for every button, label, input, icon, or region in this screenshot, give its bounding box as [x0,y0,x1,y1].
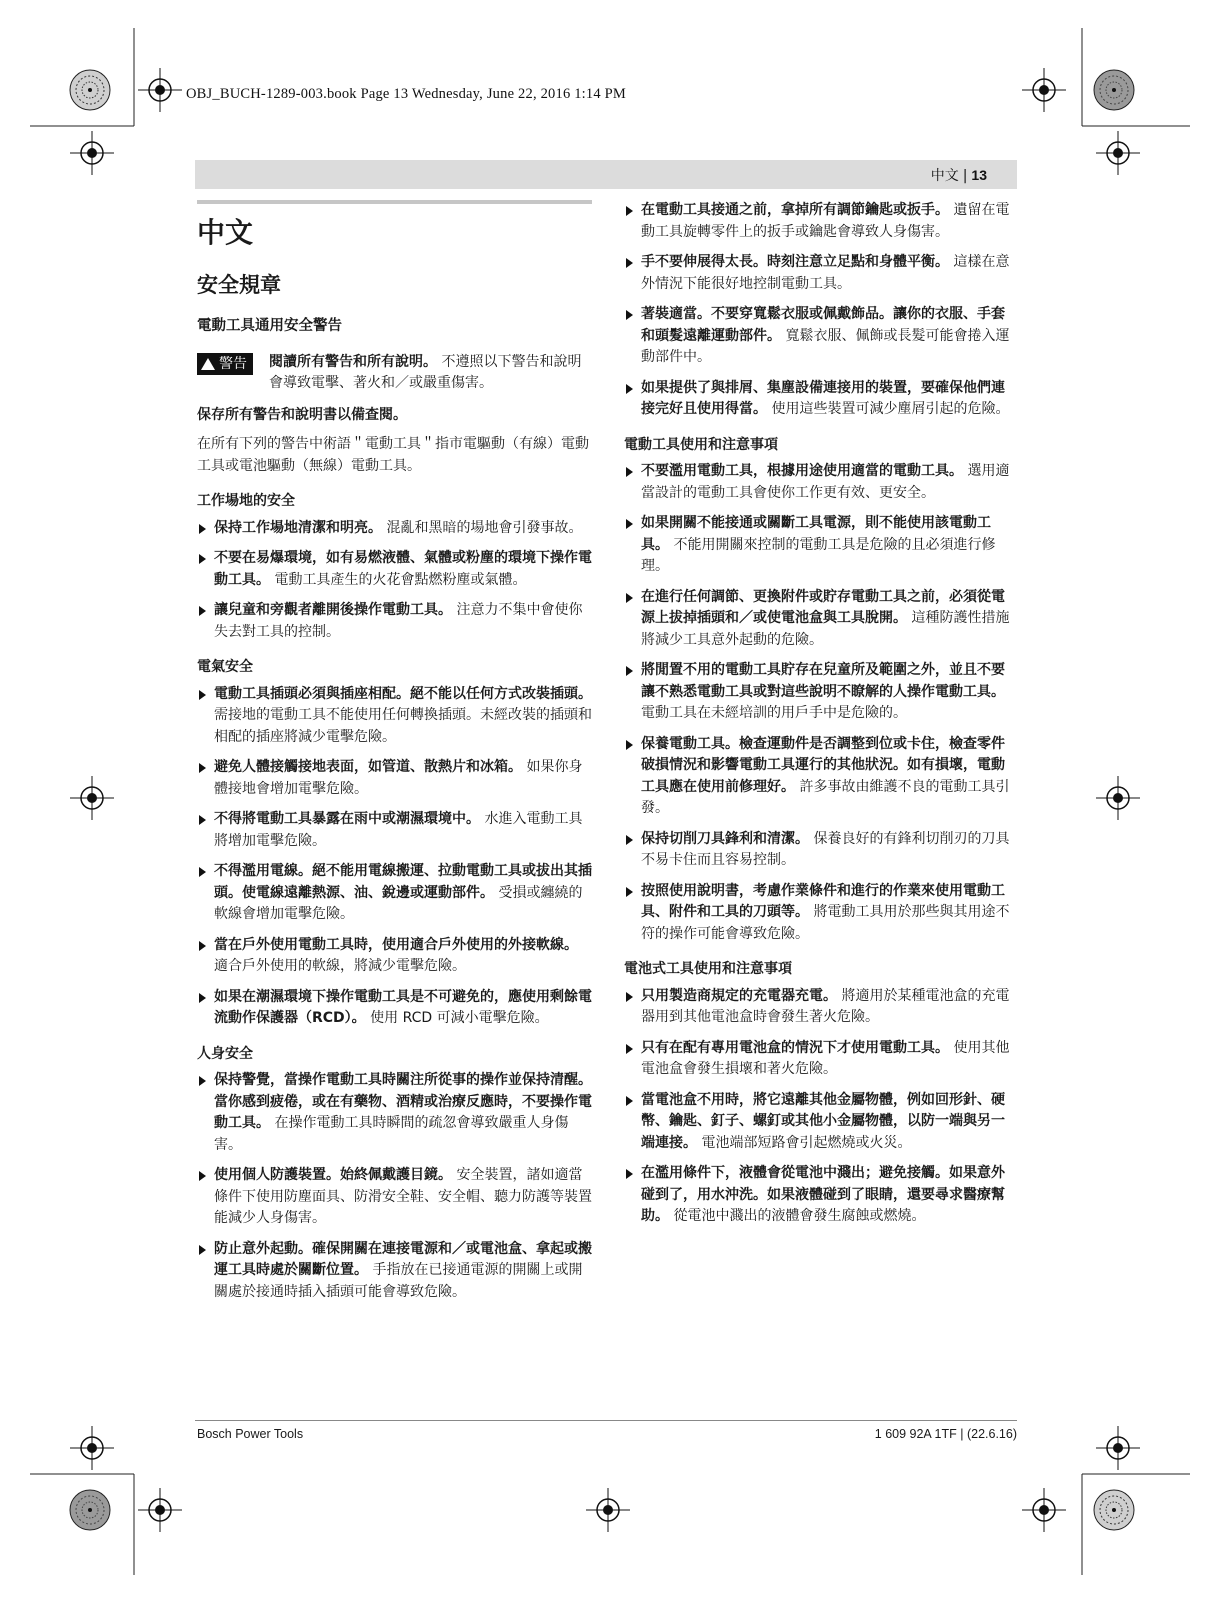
list-item: 在濫用條件下，液體會從電池中濺出；避免接觸。如果意外碰到了，用水沖洗。如果液體碰到了眼睛，還要尋求醫療幫助。 從電池中濺出的液體會發生腐蝕或燃燒。 [624,1163,1017,1228]
list-item: 不要在易爆環境，如有易燃液體、氣體或粉塵的環境下操作電動工具。 電動工具產生的火花會點燃粉塵或氣體。 [197,548,592,591]
list-item: 當在戶外使用電動工具時，使用適合戶外使用的外接軟線。 適合戶外使用的軟線，將減少電擊危險。 [197,935,592,978]
save-instructions: 保存所有警告和說明書以備查閱。 [197,406,407,423]
section-title: 安全規章 [197,273,281,297]
list-item: 不要濫用電動工具，根據用途使用適當的電動工具。 選用適當設計的電動工具會使你工作更有效、更安全。 [624,461,1017,504]
list-item: 如果在潮濕環境下操作電動工具是不可避免的，應使用剩餘電流動作保護器（RCD）。 使用 RCD 可減小電擊危險。 [197,987,592,1030]
header-language: 中文 [930,168,959,184]
general-heading: 電動工具通用安全警告 [197,318,342,334]
list-item: 只用製造商規定的充電器充電。 將適用於某種電池盒的充電器用到其他電池盒時會發生著火危險。 [624,986,1017,1029]
battery-list [624,986,1017,1228]
list-item: 手不要伸展得太長。時刻注意立足點和身體平衡。 這樣在意外情況下能很好地控制電動工具。 [624,252,1017,295]
warning-bold: 閱讀所有警告和所有說明。 [269,353,437,370]
list-item: 如果開關不能接通或關斷工具電源，則不能使用該電動工具。 不能用開關來控制的電動工具是危險的且必須進行修理。 [624,513,1017,578]
section-heading-electrical: 電氣安全 [197,659,253,675]
footer-brand: Bosch Power Tools [197,1427,304,1441]
list-item: 使用個人防護裝置。始終佩戴護目鏡。 安全裝置，諸如適當條件下使用防塵面具、防滑安全鞋、安全帽、聽力防護等裝置能減少人身傷害。 [197,1165,592,1230]
list-item: 讓兒童和旁觀者離開後操作電動工具。 注意力不集中會使你失去對工具的控制。 [197,600,592,643]
column-rule [197,200,592,204]
list-item: 如果提供了與排屑、集塵設備連接用的裝置，要確保他們連接完好且使用得當。 使用這些裝置可減少塵屑引起的危險。 [624,378,1017,421]
section-heading-personal: 人身安全 [197,1045,253,1062]
list-item: 只有在配有專用電池盒的情況下才使用電動工具。 使用其他電池盒會發生損壞和著火危險。 [624,1038,1017,1081]
section-heading-battery: 電池式工具使用和注意事項 [624,961,792,977]
list-item: 不得將電動工具暴露在雨中或潮濕環境中。 水進入電動工具將增加電擊危險。 [197,809,592,852]
page-number: 13 [971,167,987,183]
work-area-list [197,518,592,644]
tool-use-list [624,461,1017,945]
print-slug: OBJ_BUCH-1289-003.book Page 13 Wednesday, June 22, 2016 1:14 PM [186,86,626,102]
page-header [195,160,1017,189]
section-heading-work-area: 工作場地的安全 [197,493,295,509]
list-item: 保持警覺，當操作電動工具時關注所從事的操作並保持清醒。當你感到疲倦，或在有藥物、酒精或治療反應時，不要操作電動工具。 在操作電動工具時瞬間的疏忽會導致嚴重人身傷害。 [197,1070,592,1156]
list-item: 著裝適當。不要穿寬鬆衣服或佩戴飾品。讓你的衣服、手套和頭髮遠離運動部件。 寬鬆衣服、佩飾或長髮可能會捲入運動部件中。 [624,304,1017,369]
left-column [197,200,592,1312]
list-item: 避免人體接觸接地表面，如管道、散熱片和冰箱。 如果你身體接地會增加電擊危險。 [197,757,592,800]
electrical-list [197,684,592,1030]
section-heading-tool-use: 電動工具使用和注意事項 [624,436,778,453]
header-separator: | [962,168,968,184]
definition-text: 在所有下列的警告中術語＂電動工具＂指市電驅動（有線）電動工具或電池驅動（無線）電動工具。 [197,436,589,474]
footer-doc-number: 1 609 92A 1TF | (22.6.16) [874,1427,1017,1441]
list-item: 不得濫用電線。絕不能用電線搬運、拉動電動工具或拔出其插頭。使電線遠離熱源、油、銳邊或運動部件。 受損或纏繞的軟線會增加電擊危險。 [197,861,592,926]
personal-list-continued [624,200,1017,421]
warning-badge-label: 警告 [219,355,247,372]
page-title: 中文 [197,216,254,249]
list-item: 在電動工具接通之前，拿掉所有調節鑰匙或扳手。 遺留在電動工具旋轉零件上的扳手或鑰匙會導致人身傷害。 [624,200,1017,243]
list-item: 當電池盒不用時，將它遠離其他金屬物體，例如回形針、硬幣、鑰匙、釘子、螺釘或其他小金屬物體，以防一端與另一端連接。 電池端部短路會引起燃燒或火災。 [624,1090,1017,1155]
warning-text: 不遵照以下警告和說明會導致電擊、著火和／或嚴重傷害。 [269,353,582,391]
right-column [624,200,1017,1237]
list-item: 保持切削刀具鋒利和清潔。 保養良好的有鋒利切削刃的刀具不易卡住而且容易控制。 [624,829,1017,872]
list-item: 保持工作場地清潔和明亮。 混亂和黑暗的場地會引發事故。 [197,518,592,540]
list-item: 在進行任何調節、更換附件或貯存電動工具之前，必須從電源上拔掉插頭和／或使電池盒與工具脫開。 這種防護性措施將減少工具意外起動的危險。 [624,587,1017,652]
footer-rule [195,1420,1017,1421]
list-item: 電動工具插頭必須與插座相配。絕不能以任何方式改裝插頭。 需接地的電動工具不能使用任何轉換插頭。未經改裝的插頭和相配的插座將減少電擊危險。 [197,684,592,749]
list-item: 將閒置不用的電動工具貯存在兒童所及範圍之外，並且不要讓不熟悉電動工具或對這些說明不瞭解的人操作電動工具。 電動工具在未經培訓的用戶手中是危險的。 [624,660,1017,725]
list-item: 防止意外起動。確保開關在連接電源和／或電池盒、拿起或搬運工具時處於關斷位置。 手指放在已接通電源的開關上或開關處於接通時插入插頭可能會導致危險。 [197,1239,592,1304]
list-item: 保養電動工具。檢查運動件是否調整到位或卡住，檢查零件破損情況和影響電動工具運行的其他狀況。如有損壞，電動工具應在使用前修理好。 許多事故由維護不良的電動工具引發。 [624,734,1017,820]
list-item: 按照使用說明書，考慮作業條件和進行的作業來使用電動工具、附件和工具的刀頭等。 將電動工具用於那些與其用途不符的操作可能會導致危險。 [624,881,1017,946]
warning-icon [201,358,215,370]
personal-list [197,1070,592,1303]
warning-badge [197,353,253,375]
warning-block [197,352,592,395]
